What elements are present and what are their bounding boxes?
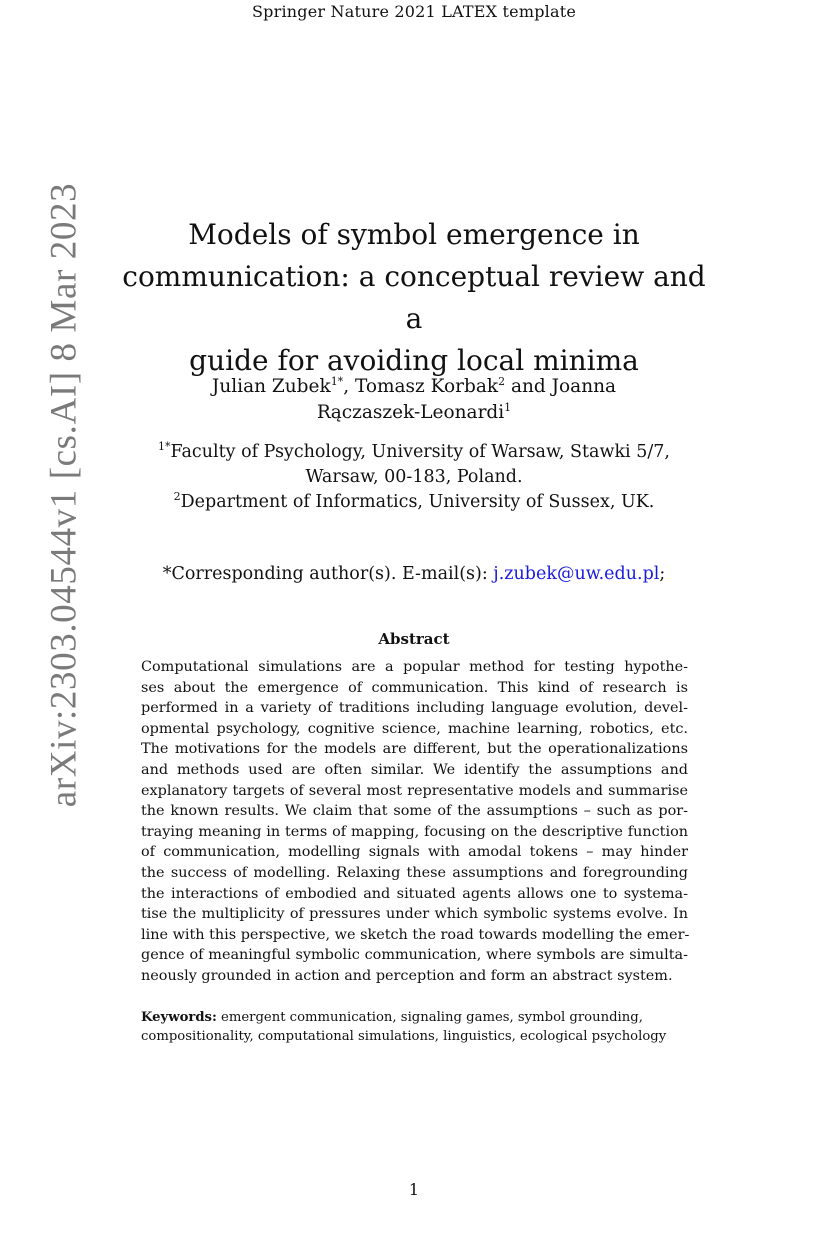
- author-name: , Tomasz Korbak: [343, 376, 499, 397]
- abstract-line: the success of modelling. Relaxing these assumptions and foregrounding: [141, 864, 688, 881]
- abstract-line: of communication, modelling signals with amodal tokens – may hinder: [141, 844, 688, 861]
- author-affiliation-mark: 2: [498, 375, 506, 388]
- running-head-text: Springer Nature 2021 LATEX template: [252, 2, 576, 21]
- abstract-heading: Abstract: [378, 630, 450, 648]
- abstract-line: explanatory targets of several most representative models and summarise: [141, 782, 688, 799]
- abstract-line: traying meaning in terms of mapping, focusing on the descriptive function: [141, 823, 688, 840]
- abstract-line: opmental psychology, cognitive science, machine learning, robotics, etc.: [141, 720, 688, 737]
- author-line: [110, 374, 718, 400]
- abstract-line: and methods used are often similar. We identify the assumptions and: [141, 761, 688, 778]
- title-line: communication: a conceptual review and a: [122, 260, 706, 335]
- abstract-line: The motivations for the models are different, but the operationalizations: [141, 741, 688, 758]
- page-number: 1: [408, 1180, 420, 1199]
- affiliation-line: Warsaw, 00-183, Poland.: [305, 467, 523, 487]
- abstract-body: [141, 657, 688, 987]
- abstract-line: Computational simulations are a popular method for testing hypothe-: [141, 659, 688, 675]
- abstract-line: line with this perspective, we sketch the road towards modelling the emer-: [141, 926, 690, 943]
- keywords-line: [141, 1008, 701, 1027]
- abstract-line: the interactions of embodied and situated agents allows one to systema-: [141, 885, 688, 902]
- email-link[interactable]: j.zubek@uw.edu.pl: [493, 564, 660, 584]
- affiliation-mark: 1*: [158, 440, 171, 453]
- affiliation-text: Faculty of Psychology, University of Warsaw, Stawki 5/7,: [170, 442, 670, 462]
- running-head: [0, 2, 828, 21]
- affiliation-mark: 2: [173, 490, 181, 503]
- affiliation-line: [110, 490, 718, 515]
- abstract-line: gence of meaningful symbolic communication, where symbols are simulta-: [141, 947, 688, 964]
- title-line: guide for avoiding local minima: [189, 344, 639, 377]
- keywords-text: emergent communication, signaling games, symbol grounding,: [216, 1010, 643, 1025]
- keywords: [141, 1008, 701, 1046]
- affiliation-text: Department of Informatics, University of Sussex, UK.: [180, 492, 655, 512]
- paper-title: [110, 214, 718, 382]
- affiliation-line: [110, 440, 718, 465]
- abstract-line: ses about the emergence of communication. This kind of research is: [141, 679, 688, 696]
- author-affiliation-mark: 1: [504, 401, 512, 414]
- title-line: Models of symbol emergence in: [188, 218, 640, 251]
- author-name: Rączaszek-Leonardi: [316, 402, 505, 423]
- abstract-line: the known results. We claim that some of the assumptions – such as por-: [141, 803, 688, 820]
- keywords-label: Keywords:: [141, 1010, 217, 1025]
- author-line: [110, 400, 718, 426]
- abstract-line: performed in a variety of traditions including language evolution, devel-: [141, 700, 688, 717]
- corresponding-suffix: ;: [659, 564, 666, 584]
- author-name: and Joanna: [505, 376, 617, 397]
- author-list: [110, 374, 718, 426]
- author-name: Julian Zubek: [211, 376, 331, 397]
- affiliations: [110, 440, 718, 515]
- arxiv-identifier-stamp[interactable]: arXiv:2303.04544v1 [cs.AI] 8 Mar 2023: [43, 182, 85, 808]
- corresponding-author: [110, 562, 718, 587]
- abstract-line: tise the multiplicity of pressures under which symbolic systems evolve. In: [141, 906, 688, 923]
- corresponding-prefix: *Corresponding author(s). E-mail(s):: [162, 564, 494, 584]
- author-affiliation-mark: 1*: [330, 375, 344, 388]
- abstract-line: neously grounded in action and perception and form an abstract system.: [141, 967, 673, 984]
- keywords-line: compositionality, computational simulations, linguistics, ecological psychology: [141, 1029, 667, 1044]
